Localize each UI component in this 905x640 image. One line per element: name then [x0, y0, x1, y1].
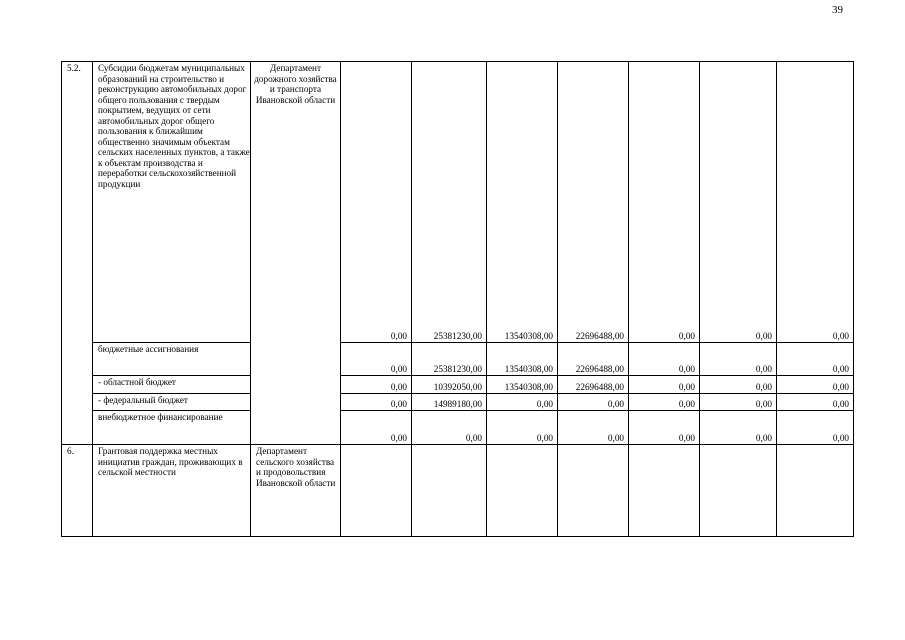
- value-cell: 25381230,00: [412, 62, 487, 343]
- value-cell: 0,00: [777, 62, 854, 343]
- value-cell: 0,00: [412, 411, 487, 445]
- value-cell: 13540308,00: [487, 62, 558, 343]
- value-cell: 0,00: [700, 62, 777, 343]
- value-cell: [777, 445, 854, 537]
- value-cell: 13540308,00: [487, 376, 558, 394]
- value-cell: 0,00: [777, 394, 854, 411]
- row-number: 5.2.: [62, 62, 93, 445]
- value-cell: 0,00: [777, 343, 854, 376]
- value-cell: 0,00: [629, 394, 700, 411]
- value-cell: 13540308,00: [487, 343, 558, 376]
- value-cell: [558, 445, 629, 537]
- value-cell: 0,00: [629, 376, 700, 394]
- value-cell: 0,00: [629, 343, 700, 376]
- table-row: [62, 394, 854, 411]
- value-cell: [341, 445, 412, 537]
- value-cell: 0,00: [558, 394, 629, 411]
- value-cell: 14989180,00: [412, 394, 487, 411]
- value-cell: 0,00: [700, 411, 777, 445]
- value-cell: 0,00: [777, 411, 854, 445]
- row-label: внебюджетное финансирование: [93, 411, 251, 445]
- value-cell: 0,00: [487, 411, 558, 445]
- row-label: - федеральный бюджет: [93, 394, 251, 411]
- value-cell: 0,00: [341, 343, 412, 376]
- row-executor: Департамент дорожного хозяйства и транспорта Ивановской области: [251, 62, 341, 445]
- row-label: бюджетные ассигнования: [93, 343, 251, 376]
- value-cell: 22696488,00: [558, 343, 629, 376]
- value-cell: 0,00: [629, 411, 700, 445]
- value-cell: 0,00: [487, 394, 558, 411]
- value-cell: 0,00: [341, 411, 412, 445]
- value-cell: 0,00: [341, 62, 412, 343]
- table-row: [62, 445, 854, 537]
- row-label: - областной бюджет: [93, 376, 251, 394]
- table-row: [62, 62, 854, 343]
- page-number: 39: [832, 4, 843, 16]
- value-cell: 0,00: [777, 376, 854, 394]
- value-cell: 0,00: [700, 343, 777, 376]
- value-cell: [412, 445, 487, 537]
- table-row: [62, 411, 854, 445]
- value-cell: 22696488,00: [558, 376, 629, 394]
- budget-table: [61, 61, 854, 537]
- row-description: Субсидии бюджетам муниципальных образований на строительство и реконструкцию автомобильных дорог общего пользования с твердым покрытием, ведущих от сети автомобильных дорог общего пользования к ближайшим общественно значимым объектам сельских населенных пунктов, а также к объектам производства и переработки сельскохозяйственной продукции: [93, 62, 251, 343]
- value-cell: 0,00: [700, 394, 777, 411]
- table-row: [62, 376, 854, 394]
- value-cell: 0,00: [558, 411, 629, 445]
- row-description: Грантовая поддержка местных инициатив граждан, проживающих в сельской местности: [93, 445, 251, 537]
- value-cell: 0,00: [629, 62, 700, 343]
- value-cell: [487, 445, 558, 537]
- value-cell: 0,00: [700, 376, 777, 394]
- row-executor: Департамент сельского хозяйства и продовольствия Ивановской области: [251, 445, 341, 537]
- row-number: 6.: [62, 445, 93, 537]
- table-row: [62, 343, 854, 376]
- value-cell: 0,00: [341, 394, 412, 411]
- value-cell: 25381230,00: [412, 343, 487, 376]
- value-cell: [700, 445, 777, 537]
- value-cell: 10392050,00: [412, 376, 487, 394]
- value-cell: 0,00: [341, 376, 412, 394]
- value-cell: 22696488,00: [558, 62, 629, 343]
- value-cell: [629, 445, 700, 537]
